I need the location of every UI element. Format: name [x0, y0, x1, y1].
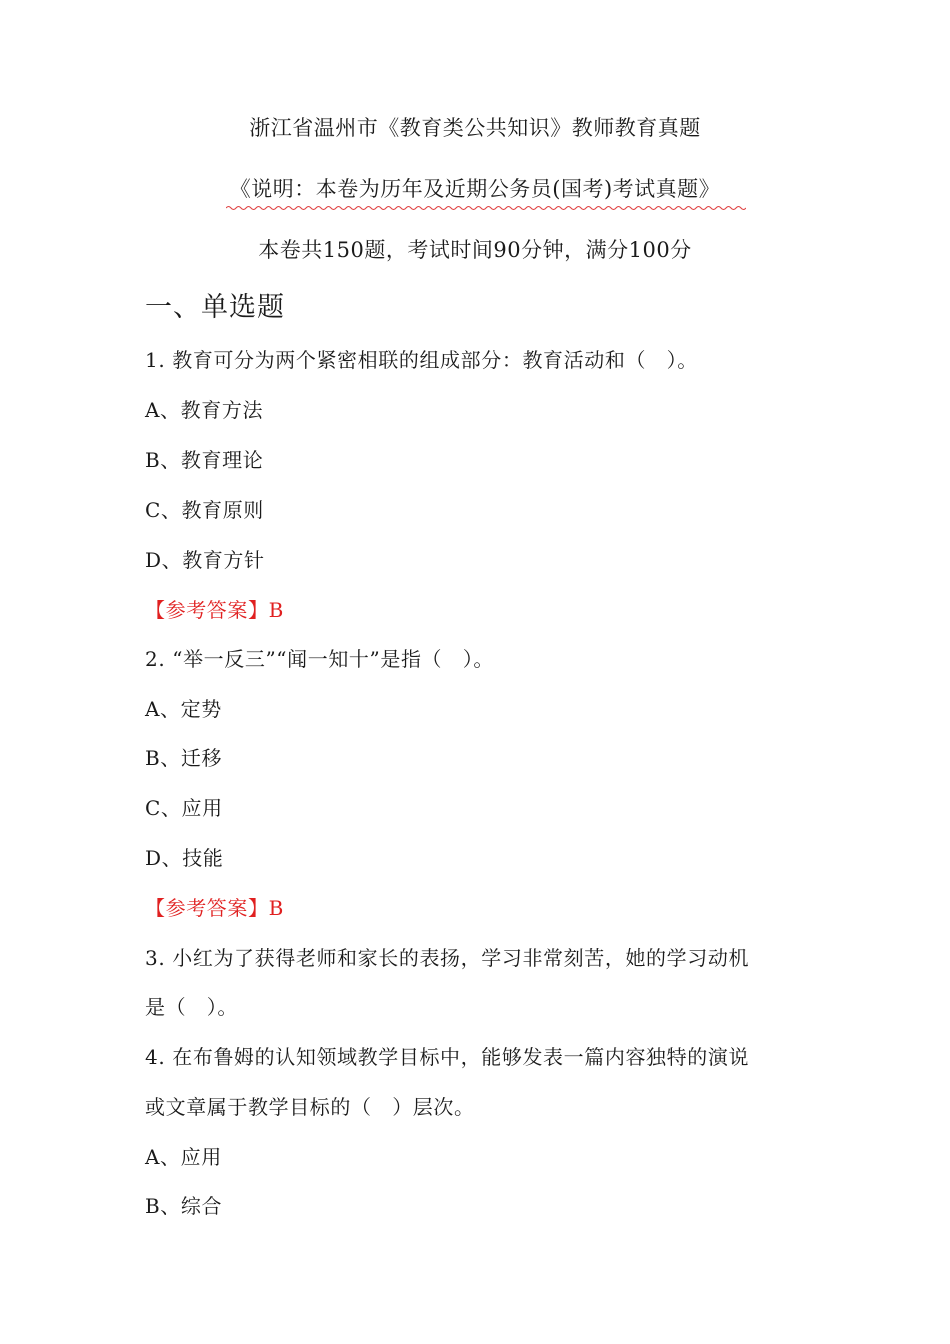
document-subtitle: [230, 173, 720, 209]
document-subtitle-row: [0, 173, 950, 209]
question-1-option-a: A、教育方法: [145, 398, 264, 422]
question-3-continued: 是（ ）。: [145, 995, 238, 1019]
document-subtitle-text: 《说明：本卷为历年及近期公务员(国考)考试真题》: [229, 177, 721, 201]
spellcheck-wavy-underline: [226, 205, 746, 211]
question-2-option-d: D、技能: [145, 846, 224, 870]
question-2-option-a: A、定势: [145, 697, 222, 721]
question-3: 3. 小红为了获得老师和家长的表扬，学习非常刻苦，她的学习动机: [145, 946, 750, 970]
question-1-option-c: C、教育原则: [145, 498, 264, 522]
question-2: 2. “举一反三”“闻一知十”是指（ ）。: [145, 647, 494, 671]
question-1-option-d: D、教育方针: [145, 548, 265, 572]
question-4-option-a: A、应用: [145, 1145, 222, 1169]
section-heading: 一、单选题: [145, 292, 285, 323]
question-4-continued: 或文章属于教学目标的（ ）层次。: [145, 1095, 475, 1119]
question-2-option-c: C、应用: [145, 796, 223, 820]
document-title: 浙江省温州市《教育类公共知识》教师教育真题: [249, 116, 701, 140]
question-2-option-b: B、迁移: [145, 746, 223, 770]
document-summary: 本卷共150题，考试时间90分钟，满分100分: [258, 238, 692, 262]
question-1-option-b: B、教育理论: [145, 448, 264, 472]
question-1-answer: 【参考答案】B: [145, 598, 284, 622]
question-4: 4. 在布鲁姆的认知领域教学目标中，能够发表一篇内容独特的演说: [145, 1045, 750, 1069]
question-2-answer: 【参考答案】B: [145, 896, 284, 920]
question-1: 1. 教育可分为两个紧密相联的组成部分：教育活动和（ ）。: [145, 348, 698, 372]
question-4-option-b: B、综合: [145, 1194, 223, 1218]
